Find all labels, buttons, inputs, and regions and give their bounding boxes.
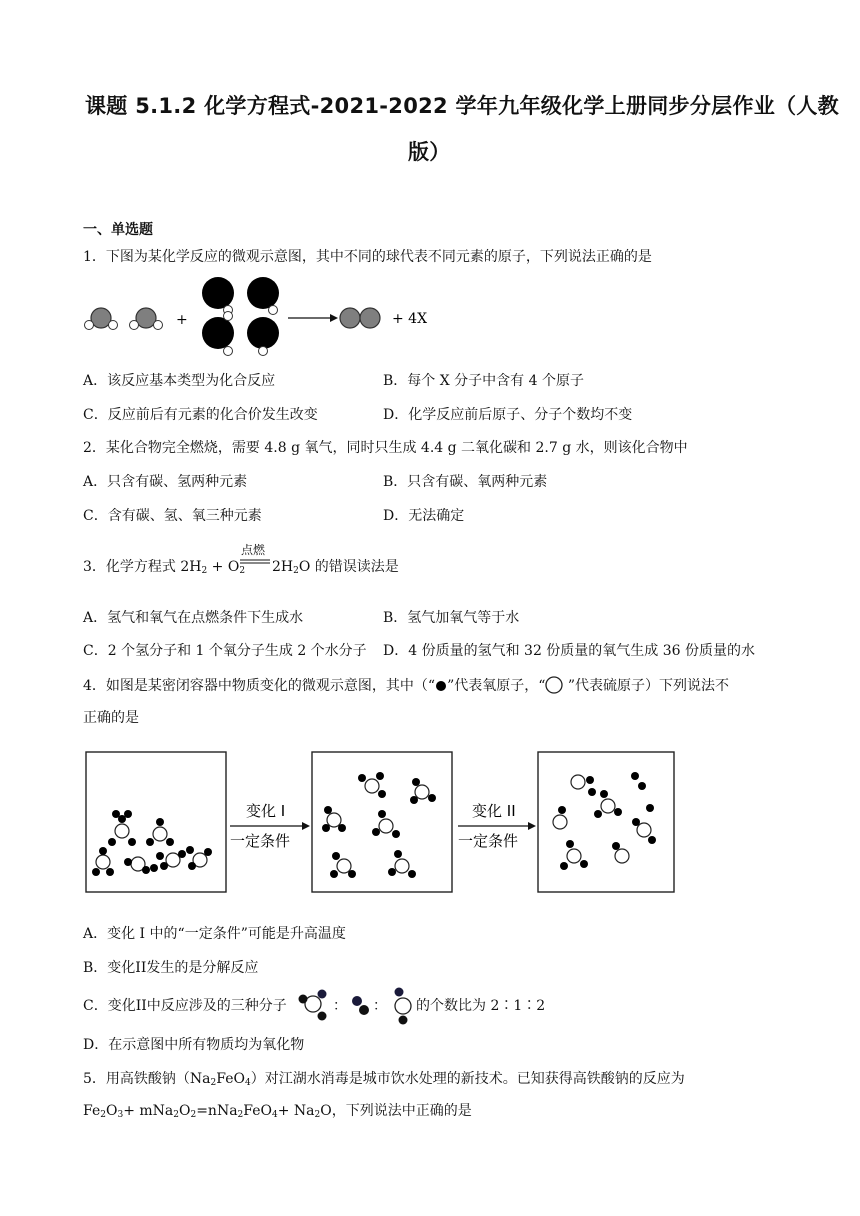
q2-option-c: C．含有碳、氢、氧三种元素 (83, 508, 262, 524)
q1-reaction-diagram (80, 276, 440, 360)
q4-option-d: D．在示意图中所有物质均为氧化物 (83, 1037, 305, 1053)
q4-stem-line1: 4．如图是某密闭容器中物质变化的微观示意图，其中（“ ”代表氧原子，“ ”代表硫原子）下列说法不 (83, 678, 730, 694)
reactant-molecule-3 (202, 277, 234, 315)
condition2-label: 一定条件 (458, 832, 519, 850)
product-coefficient: + 4X (392, 311, 428, 327)
reactant-molecule-2 (130, 308, 163, 330)
product-molecule (340, 308, 380, 328)
section-heading: 一、单选题 (83, 222, 153, 238)
page-title-line2: 版） (408, 140, 451, 164)
sulfur-atom-icon (545, 676, 563, 694)
q5-stem-line1: 5．用高铁酸钠$(Na_2FeO_4)$对江湖水消毒是城市饮水处理的新技术。已知获得高铁酸钠的反应为 (83, 1071, 685, 1088)
change2-label: 变化 II (472, 802, 516, 820)
q4-option-c-suffix: 的个数比为 2∶1∶2 (416, 998, 546, 1014)
change1-label: 变化 I (246, 802, 286, 820)
q4-option-c-colon-1: ： (333, 998, 347, 1014)
q5-stem-line2: $Fe_2O_3+ mNa_2O_2=nNa_2FeO_4+ Na_2O$，下列说法中正确的是 (83, 1103, 472, 1120)
oxygen-atom-icon (435, 680, 447, 692)
q1-option-b: B．每个 X 分子中含有 4 个原子 (383, 373, 584, 389)
q3-option-b: B．氢气加氧气等于水 (383, 610, 520, 626)
q2-stem: 2．某化合物完全燃烧，需要 4.8 g 氧气，同时只生成 4.4 g 二氧化碳和 2.7 g 水，则该化合物中 (83, 440, 688, 456)
q1-option-d: D．化学反应前后原子、分子个数均不变 (383, 407, 633, 423)
q3-option-c: C．2 个氢分子和 1 个氧分子生成 2 个水分子 (83, 643, 367, 659)
reactant-molecule-6 (247, 317, 279, 356)
q3-option-a: A．氢气和氧气在点燃条件下生成水 (83, 610, 304, 626)
q2-option-b: B．只含有碳、氧两种元素 (383, 474, 548, 490)
q2-option-a: A．只含有碳、氢两种元素 (83, 474, 248, 490)
reactant-molecule-5 (202, 312, 234, 356)
q4-transformation-diagram (80, 748, 680, 900)
q4-option-c: C．变化II中反应涉及的三种分子 (83, 998, 287, 1014)
q1-stem: 1．下图为某化学反应的微观示意图，其中不同的球代表不同元素的原子，下列说法正确的是 (83, 249, 652, 265)
q4-stem-line2: 正确的是 (83, 710, 139, 726)
reactant-molecule-4 (247, 277, 279, 315)
q4-molecule-so2-icon (297, 988, 331, 1024)
q3-condition: 点燃 (241, 543, 266, 557)
q4-option-a: A．变化 I 中的“一定条件”可能是升高温度 (83, 926, 346, 942)
q4-option-b: B．变化II发生的是分解反应 (83, 960, 259, 976)
page-title: 课题 5.1.2 化学方程式-2021-2022 学年九年级化学上册同步分层作业（人教 (85, 94, 839, 118)
q4-molecule-so3-icon (390, 986, 416, 1026)
q1-option-a: A．该反应基本类型为化合反应 (83, 373, 276, 389)
q4-molecule-o2-icon (350, 994, 372, 1018)
condition1-label: 一定条件 (230, 832, 291, 850)
q3-stem-right: $2H_2O$ 的错误读法是 (272, 559, 399, 576)
q2-option-d: D．无法确定 (383, 508, 465, 524)
plus-sign: + (176, 312, 188, 328)
q4-option-c-colon-2: ： (373, 998, 387, 1014)
q1-option-c: C．反应前后有元素的化合价发生改变 (83, 407, 318, 423)
q3-stem: 3．化学方程式 $2H_2 + O_2$ (83, 559, 246, 576)
reactant-molecule-1 (85, 308, 118, 330)
q3-option-d: D．4 份质量的氢气和 32 份质量的氧气生成 36 份质量的水 (383, 643, 756, 659)
